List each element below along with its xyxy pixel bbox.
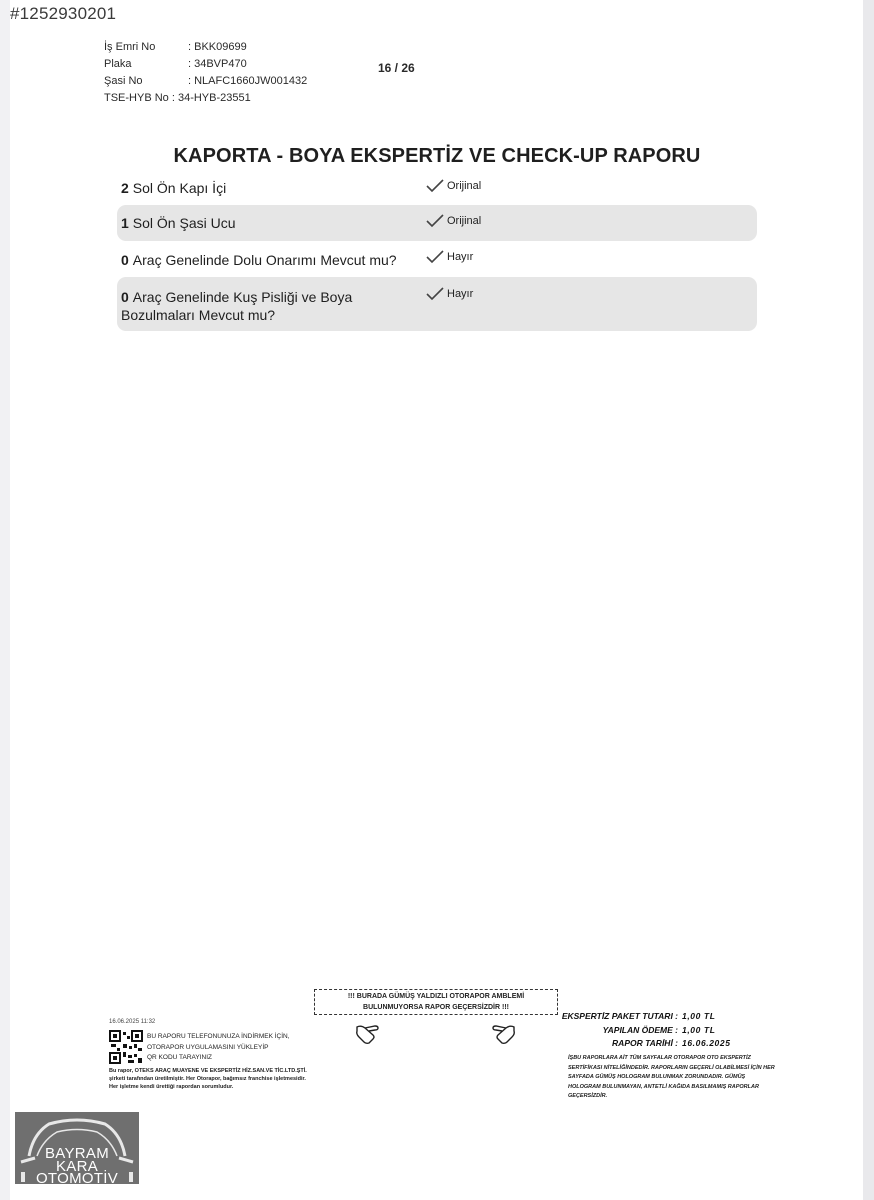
qr-line: OTORAPOR UYGULAMASINI YÜKLEYİP (147, 1043, 269, 1051)
tse-line: TSE-HYB No : 34-HYB-23551 (104, 92, 251, 104)
watermark-line: BAYRAM (44, 1145, 110, 1162)
report-header-info (104, 39, 307, 107)
work-order-row (104, 39, 307, 56)
checkmark-icon (426, 179, 444, 193)
page-edge (863, 0, 874, 1200)
item-status (426, 179, 481, 193)
status-label: Orijinal (447, 215, 482, 227)
fee-row (560, 1024, 740, 1038)
status-label: Hayır (447, 288, 474, 300)
pointing-hand-icon (490, 1023, 516, 1045)
item-count: 1 (121, 215, 129, 231)
hologram-warning-box (314, 989, 558, 1015)
field-value: : 34BVP470 (188, 58, 247, 70)
inspection-items (117, 170, 757, 331)
checkmark-icon (426, 250, 444, 264)
fee-label: EKSPERTİZ PAKET TUTARI : (561, 1011, 678, 1021)
fee-value: 16.06.2025 (682, 1038, 731, 1048)
fee-row (560, 1010, 740, 1024)
fee-summary (560, 1010, 740, 1051)
item-status (426, 214, 481, 228)
certificate-notice: İŞBU RAPORLARA AİT TÜM SAYFALAR OTORAPOR OTO EKSPERTİZ SERTİFİKASI NİTELİĞİNDEDİR. RAPORLARIN GEÇERLİ OLABİLMESİ İÇİN HER SAYFADA GÜMÜŞ HOLOGRAM BULUNMAK ZORUNDADIR. GÜMÜŞ HOLOGRAM BULUNMAYAN, ANTETLİ KAĞIDA BASILMAMIŞ RAPORLAR GEÇERSİZDİR. (568, 1055, 775, 1099)
watermark-line: OTOMOTİV (35, 1170, 119, 1184)
dealer-watermark (15, 1112, 139, 1184)
status-label: Orijinal (447, 180, 482, 192)
qr-code-icon (109, 1030, 143, 1064)
tse-row (104, 90, 307, 107)
company-disclaimer: Bu rapor, OTEKS ARAÇ MUAYENE VE EKSPERTİZ HİZ.SAN.VE TİC.LTD.ŞTİ. şirketi tarafından üretilmiştir. Her Otorapor, bağımsız franchise işletmesidir. Her işletme kendi ürettiği rapordan sorumludur. (109, 1068, 307, 1090)
item-status (426, 287, 473, 301)
fee-label: YAPILAN ÖDEME : (602, 1024, 678, 1035)
item-status (426, 250, 473, 264)
warning-line: !!! BURADA GÜMÜŞ YALDIZLI OTORAPOR AMBLEMİ (347, 993, 525, 1000)
item-count: 0 (121, 252, 129, 268)
warning-line: BULUNMUYORSA RAPOR GEÇERSİZDİR !!! (363, 1004, 509, 1011)
inspection-item (117, 241, 757, 277)
item-label: Sol Ön Kapı İçi (132, 180, 227, 196)
plate-row (104, 56, 307, 73)
item-count: 0 (121, 289, 129, 305)
qr-line: BU RAPORU TELEFONUNUZA İNDİRMEK İÇİN, (147, 1033, 290, 1040)
field-value: : NLAFC1660JW001432 (188, 75, 308, 87)
field-label: Plaka (104, 58, 132, 70)
item-count: 2 (121, 180, 129, 196)
inspection-item (117, 170, 757, 205)
watermark-line: KARA (55, 1158, 99, 1175)
field-label: İş Emri No (104, 41, 156, 53)
fee-label: RAPOR TARİHİ : (612, 1038, 678, 1048)
listing-id: #1252930201 (10, 4, 117, 23)
chassis-row (104, 73, 307, 90)
inspection-item (117, 277, 757, 331)
item-label: Sol Ön Şasi Ucu (132, 215, 236, 231)
field-value: : BKK09699 (188, 41, 247, 53)
qr-instructions (147, 1032, 307, 1064)
status-label: Hayır (447, 251, 474, 263)
pointing-hand-icon (355, 1023, 381, 1045)
fee-row (560, 1037, 740, 1051)
fee-value: 1,00 TL (682, 1024, 716, 1035)
field-label: Şasi No (104, 75, 143, 87)
print-timestamp: 16.06.2025 11:32 (109, 1019, 156, 1025)
checkmark-icon (426, 287, 444, 301)
inspection-item (117, 205, 757, 241)
report-title: KAPORTA - BOYA EKSPERTİZ VE CHECK-UP RAPORU (173, 145, 701, 167)
qr-line: QR KODU TARAYINIZ (147, 1054, 213, 1061)
item-label: Araç Genelinde Dolu Onarımı Mevcut mu? (132, 252, 397, 268)
page-number: 16 / 26 (378, 61, 415, 75)
item-label-line2: Bozulmaları Mevcut mu? (121, 307, 276, 323)
item-label-line1: Araç Genelinde Kuş Pisliği ve Boya (132, 289, 353, 305)
checkmark-icon (426, 214, 444, 228)
fee-value: 1,00 TL (682, 1011, 716, 1021)
